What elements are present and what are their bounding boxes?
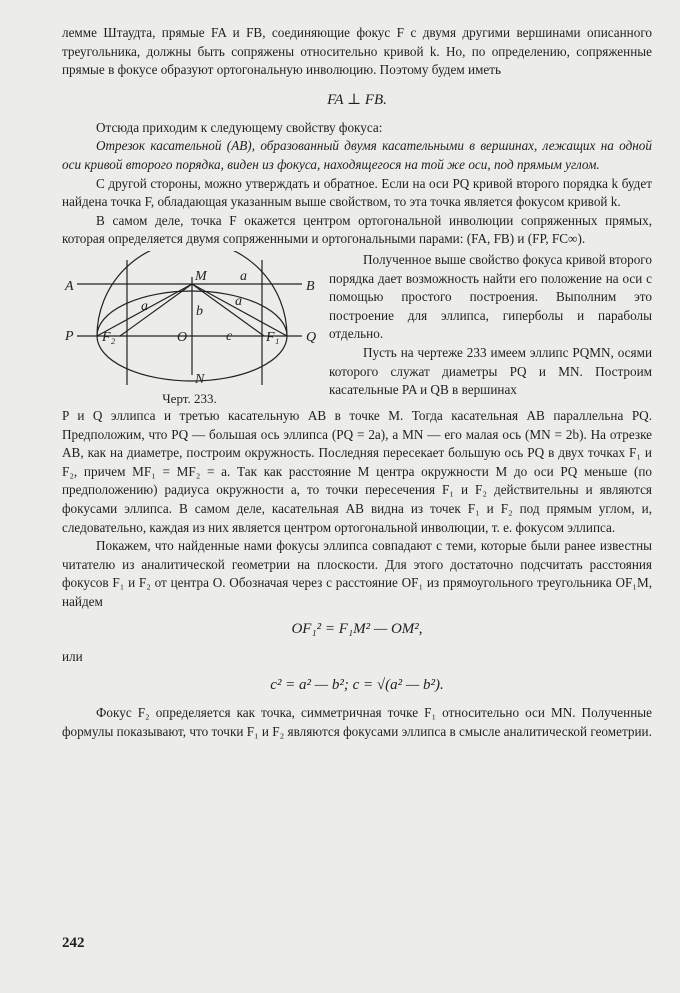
figure-233: [62, 251, 317, 407]
paragraph-1: лемме Штаудта, прямые FA и FB, соединяющие фокус F с двумя другими вершинами описанного треугольника, должны быть сопряжены относительно кривой k. Но, по определению, сопряженные прямые в фокусе образуют ортогональную инволюцию. Поэтому будем иметь: [62, 25, 652, 78]
figure-caption: Черт. 233.: [162, 390, 217, 406]
label-a-right: a: [235, 293, 242, 309]
word-ili: или: [62, 649, 83, 665]
ellipse-diagram: [62, 251, 317, 389]
label-m-point: M: [195, 268, 207, 284]
paragraph-7b: P и Q эллипса и третью касательную AB в точке M. Тогда касательная AB параллельна PQ. Предположим, что PQ — большая ось эллипса (PQ = 2a), а MN — его малая ось (MN = 2b). На отрезке AB, как на диаметре, построим окружность. Последняя пересекает большую ось PQ в двух точках F₁ и F₂, причем MF₁ = MF₂ = a. Так как расстояние M центра окружности M до оси PQ меньше (по предположению) радиуса окружности a, то точки пересечения F₁ и F₂ действительны и являются фокусами эллипса. В самом деле, касательная AB видна из точек F₁ и F₂ под прямым углом, и, следовательно, каждая из них является центром ортогональной инволюции, т. е. фокусом эллипса.: [62, 407, 652, 535]
paragraph-5: В самом деле, точка F окажется центром ортогональной инволюции сопряженных прямых, которая определяется двумя сопряженными и ортогональными парами: (FA, FB) и (FP, FC∞).: [62, 212, 652, 247]
page-number: 242: [62, 935, 85, 951]
paragraph-8: Покажем, что найденные нами фокусы эллипса совпадают с теми, которые были ранее известны читателю из аналитической геометрии на плоскости. Для этого достаточно подсчитать расстояния фокусов F₁ и F₂ от центра O. Обозначая через c расстояние OF₁ из прямоугольного треугольника OF₁M, найдем: [62, 538, 652, 609]
label-a-top: a: [240, 268, 247, 284]
line-m-q: [192, 284, 287, 336]
label-b-point: B: [306, 278, 315, 294]
formula-perpendicular: FA ⊥ FB.: [327, 91, 387, 108]
label-f1-point: F₁: [266, 329, 280, 345]
label-p-point: P: [65, 328, 74, 344]
figure-side-text: [329, 251, 652, 407]
figure-row: [62, 251, 652, 407]
paragraph-7a: Пусть на чертеже 233 имеем эллипс PQMN, осями которого служат диаметры PQ и MN. Построим касательные PA и QB в вершинах: [329, 344, 652, 398]
theorem-text: Отрезок касательной (AB), образованный двумя касательными в вершинах, лежащих на одной оси кривой второго порядка, виден из фокуса, находящегося на той же оси, под прямым углом.: [62, 138, 652, 172]
label-c-distance: c: [226, 328, 233, 344]
label-b-axis: b: [196, 303, 203, 319]
label-f2-point: F₂: [102, 329, 116, 345]
label-o-point: O: [177, 329, 188, 345]
label-n-point: N: [195, 371, 205, 387]
paragraph-9: Фокус F₂ определяется как точка, симметричная точке F₁ относительно оси MN. Полученные формулы показывают, что точки F₁ и F₂ являются фокусами эллипса в смысле аналитической геометрии.: [62, 705, 652, 739]
formula-distance: OF₁² = F₁M² — OM²,: [291, 621, 423, 638]
line-f2-m: [120, 284, 192, 336]
paragraph-4: С другой стороны, можно утверждать и обратное. Если на оси PQ кривой второго порядка k будет найдена точка F, обладающая указанным выше свойством, то эта точка является фокусом кривой k.: [62, 175, 652, 210]
paragraph-6: Полученное выше свойство фокуса кривой второго порядка дает возможность найти его положение на оси с помощью простого построения. Выполним это построение для эллипса, гиперболы и параболы отдельно.: [329, 251, 652, 342]
formula-c: c² = a² — b²; c = √(a² — b²).: [270, 677, 444, 694]
paragraph-2: Отсюда приходим к следующему свойству фокуса:: [96, 119, 383, 135]
label-a-left: a: [141, 298, 148, 314]
label-q-point: Q: [306, 329, 317, 345]
label-a-point: A: [65, 278, 74, 294]
